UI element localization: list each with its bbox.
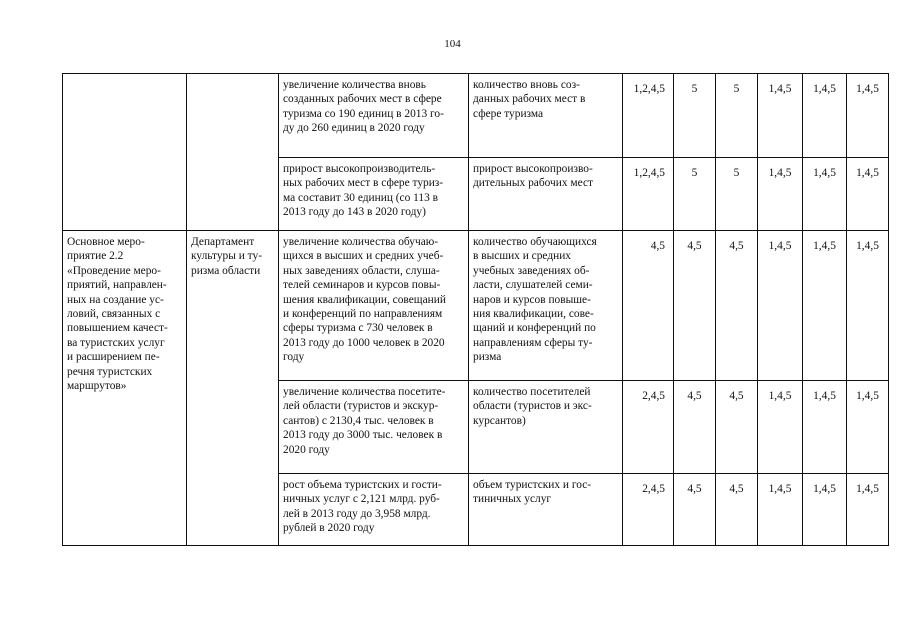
- code-cell: 1,4,5: [758, 474, 803, 546]
- code-cell: 1,2,4,5: [623, 74, 674, 158]
- executor-cell-continued: [187, 74, 279, 231]
- code-cell: 4,5: [623, 231, 674, 381]
- indicator-cell: объем туристских и гос- тиничных услуг: [469, 474, 623, 546]
- activity-cell-continued: [63, 74, 187, 231]
- code-cell: 5: [674, 74, 716, 158]
- executor-cell: Департамент культуры и ту- ризма области: [187, 231, 279, 546]
- measures-table: [62, 73, 889, 546]
- code-cell: 1,4,5: [803, 231, 847, 381]
- code-cell: 5: [716, 74, 758, 158]
- code-cell: 5: [674, 158, 716, 231]
- code-cell: 4,5: [674, 381, 716, 474]
- code-cell: 1,4,5: [758, 381, 803, 474]
- code-cell: 1,4,5: [758, 231, 803, 381]
- result-cell: увеличение количества обучаю- щихся в высших и средних учеб- ных заведениях области, слуша- телей семинаров и курсов повы- шения квалификации, совещаний и конференций по направлениям сферы туризма с 730 человек в 2013 году до 1000 человек в 2020 году: [279, 231, 469, 381]
- code-cell: 4,5: [674, 231, 716, 381]
- code-cell: 1,4,5: [803, 74, 847, 158]
- code-cell: 2,4,5: [623, 381, 674, 474]
- code-cell: 5: [716, 158, 758, 231]
- indicator-cell: прирост высокопроизво- дительных рабочих мест: [469, 158, 623, 231]
- code-cell: 1,4,5: [758, 158, 803, 231]
- code-cell: 1,2,4,5: [623, 158, 674, 231]
- code-cell: 1,4,5: [847, 74, 889, 158]
- result-cell: увеличение количества посетите- лей области (туристов и экскур- сантов) с 2130,4 тыс. человек в 2013 году до 3000 тыс. человек в 2020 году: [279, 381, 469, 474]
- result-cell: прирост высокопроизводитель- ных рабочих мест в сфере туриз- ма составит 30 единиц (со 113 в 2013 году до 143 в 2020 году): [279, 158, 469, 231]
- page-number: 104: [444, 38, 461, 50]
- code-cell: 1,4,5: [847, 231, 889, 381]
- code-cell: 4,5: [716, 474, 758, 546]
- table-row: [63, 74, 889, 158]
- activity-cell: Основное меро- приятие 2.2 «Проведение меро- приятий, направлен- ных на создание ус- ловий, связанных с повышением качест- ва туристских услуг и расширением пе- речня туристских маршрутов»: [63, 231, 187, 546]
- code-cell: 1,4,5: [803, 158, 847, 231]
- table-row: [63, 231, 889, 381]
- code-cell: 1,4,5: [847, 474, 889, 546]
- code-cell: 1,4,5: [847, 158, 889, 231]
- code-cell: 4,5: [716, 381, 758, 474]
- indicator-cell: количество обучающихся в высших и средних учебных заведениях об- ласти, слушателей семи- наров и курсов повыше- ния квалификации, сове- щаний и конференций по направлениям сферы ту- ризма: [469, 231, 623, 381]
- result-cell: рост объема туристских и гости- ничных услуг с 2,121 млрд. руб- лей в 2013 году до 3,958 млрд. рублей в 2020 году: [279, 474, 469, 546]
- indicator-cell: количество вновь соз- данных рабочих мест в сфере туризма: [469, 74, 623, 158]
- code-cell: 1,4,5: [758, 74, 803, 158]
- code-cell: 4,5: [674, 474, 716, 546]
- code-cell: 1,4,5: [847, 381, 889, 474]
- indicator-cell: количество посетителей области (туристов и экс- курсантов): [469, 381, 623, 474]
- code-cell: 4,5: [716, 231, 758, 381]
- result-cell: увеличение количества вновь созданных рабочих мест в сфере туризма со 190 единиц в 2013 го- ду до 260 единиц в 2020 году: [279, 74, 469, 158]
- code-cell: 2,4,5: [623, 474, 674, 546]
- code-cell: 1,4,5: [803, 381, 847, 474]
- code-cell: 1,4,5: [803, 474, 847, 546]
